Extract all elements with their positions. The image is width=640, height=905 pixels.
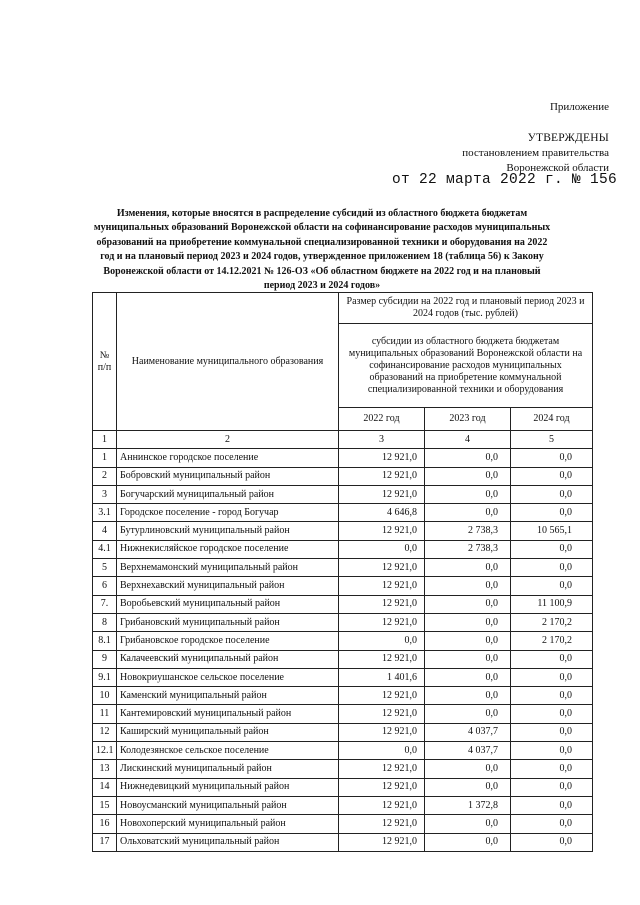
- column-number: 4: [425, 431, 511, 449]
- row-number: 7.: [93, 595, 117, 613]
- value-2022: 12 921,0: [339, 760, 425, 778]
- municipality-name: Верхнемамонский муниципальный район: [117, 559, 339, 577]
- value-2024: 0,0: [511, 449, 593, 467]
- value-2022: 12 921,0: [339, 559, 425, 577]
- row-number: 9.1: [93, 668, 117, 686]
- row-number: 4: [93, 522, 117, 540]
- municipality-name: Верхнехавский муниципальный район: [117, 577, 339, 595]
- row-number: 12: [93, 723, 117, 741]
- table-row: [93, 687, 593, 705]
- table-row: [93, 815, 593, 833]
- value-2024: 0,0: [511, 705, 593, 723]
- table-row: [93, 577, 593, 595]
- value-2024: 0,0: [511, 742, 593, 760]
- value-2024: 0,0: [511, 540, 593, 558]
- value-2024: 0,0: [511, 833, 593, 851]
- year-header-2023: 2023 год: [425, 408, 511, 431]
- value-2024: 0,0: [511, 577, 593, 595]
- column-number: 2: [117, 431, 339, 449]
- row-number: 8.1: [93, 632, 117, 650]
- value-2024: 0,0: [511, 815, 593, 833]
- table-row: [93, 833, 593, 851]
- table-row: [93, 485, 593, 503]
- column-number: 5: [511, 431, 593, 449]
- value-2024: 0,0: [511, 668, 593, 686]
- row-number: 17: [93, 833, 117, 851]
- value-2023: 2 738,3: [425, 522, 511, 540]
- column-number: 1: [93, 431, 117, 449]
- value-2023: 0,0: [425, 668, 511, 686]
- municipality-name: Лискинский муниципальный район: [117, 760, 339, 778]
- municipality-name: Воробьевский муниципальный район: [117, 595, 339, 613]
- municipality-name: Новокриушанское сельское поселение: [117, 668, 339, 686]
- approval-title: УТВЕРЖДЕНЫ: [527, 132, 609, 144]
- value-2024: 10 565,1: [511, 522, 593, 540]
- municipality-name: Богучарский муниципальный район: [117, 485, 339, 503]
- approval-block: [462, 131, 609, 176]
- value-2024: 0,0: [511, 504, 593, 522]
- value-2023: 0,0: [425, 577, 511, 595]
- municipality-name: Бутурлиновский муниципальный район: [117, 522, 339, 540]
- value-2024: 0,0: [511, 467, 593, 485]
- value-2022: 12 921,0: [339, 522, 425, 540]
- table-row: [93, 778, 593, 796]
- value-2023: 0,0: [425, 504, 511, 522]
- value-2023: 0,0: [425, 467, 511, 485]
- value-2022: 12 921,0: [339, 815, 425, 833]
- value-2022: 12 921,0: [339, 796, 425, 814]
- row-number: 3.1: [93, 504, 117, 522]
- value-2023: 1 372,8: [425, 796, 511, 814]
- value-2022: 12 921,0: [339, 577, 425, 595]
- column-number: 3: [339, 431, 425, 449]
- column-number-row: [93, 431, 593, 449]
- municipality-name: Нижнекисляйское городское поселение: [117, 540, 339, 558]
- row-number: 10: [93, 687, 117, 705]
- row-number: 12.1: [93, 742, 117, 760]
- municipality-name: Новохоперский муниципальный район: [117, 815, 339, 833]
- table-row: [93, 705, 593, 723]
- table-row: [93, 668, 593, 686]
- row-number: 14: [93, 778, 117, 796]
- table-row: [93, 650, 593, 668]
- table-row: [93, 723, 593, 741]
- value-2023: 0,0: [425, 687, 511, 705]
- row-number: 9: [93, 650, 117, 668]
- row-number: 3: [93, 485, 117, 503]
- municipality-name: Ольховатский муниципальный район: [117, 833, 339, 851]
- row-number: 4.1: [93, 540, 117, 558]
- column-header-size: Размер субсидии на 2022 год и плановый период 2023 и 2024 годов (тыс. рублей): [339, 293, 593, 324]
- value-2023: 2 738,3: [425, 540, 511, 558]
- municipality-name: Каменский муниципальный район: [117, 687, 339, 705]
- value-2023: 4 037,7: [425, 742, 511, 760]
- value-2024: 0,0: [511, 796, 593, 814]
- column-header-name: Наименование муниципального образования: [117, 293, 339, 431]
- table-row: [93, 613, 593, 631]
- value-2024: 0,0: [511, 687, 593, 705]
- value-2024: 2 170,2: [511, 613, 593, 631]
- decree-date-number: от 22 марта 2022 г. № 156: [392, 172, 618, 188]
- value-2024: 0,0: [511, 650, 593, 668]
- year-header-2024: 2024 год: [511, 408, 593, 431]
- table-row: [93, 760, 593, 778]
- header-row-1: [93, 293, 593, 324]
- value-2022: 12 921,0: [339, 449, 425, 467]
- row-number: 6: [93, 577, 117, 595]
- row-number: 2: [93, 467, 117, 485]
- row-number: 5: [93, 559, 117, 577]
- value-2024: 0,0: [511, 723, 593, 741]
- value-2023: 0,0: [425, 778, 511, 796]
- municipality-name: Новоусманский муниципальный район: [117, 796, 339, 814]
- value-2022: 12 921,0: [339, 687, 425, 705]
- table-row: [93, 742, 593, 760]
- value-2023: 0,0: [425, 449, 511, 467]
- value-2023: 0,0: [425, 705, 511, 723]
- value-2022: 12 921,0: [339, 723, 425, 741]
- document-heading: Изменения, которые вносятся в распределение субсидий из областного бюджета бюджетам муниципальных образований Воронежской области на софинансирование расходов муниципальных образований на приобретение коммунальной специализированной техники и оборудования на 2022 год и на плановый период 2023 и 2024 годов, утвержденное приложением 18 (таблица 56) к Закону Воронежской области от 14.12.2021 № 126-ОЗ «Об областном бюджете на 2022 год и на плановый период 2023 и 2024 годов»: [93, 208, 551, 292]
- row-number: 1: [93, 449, 117, 467]
- row-number: 13: [93, 760, 117, 778]
- value-2023: 0,0: [425, 485, 511, 503]
- value-2022: 0,0: [339, 742, 425, 760]
- municipality-name: Грибановское городское поселение: [117, 632, 339, 650]
- value-2023: 0,0: [425, 650, 511, 668]
- value-2024: 0,0: [511, 485, 593, 503]
- municipality-name: Колодезянское сельское поселение: [117, 742, 339, 760]
- value-2023: 4 037,7: [425, 723, 511, 741]
- table-row: [93, 449, 593, 467]
- municipality-name: Грибановский муниципальный район: [117, 613, 339, 631]
- value-2024: 11 100,9: [511, 595, 593, 613]
- value-2022: 12 921,0: [339, 778, 425, 796]
- year-header-2022: 2022 год: [339, 408, 425, 431]
- value-2022: 12 921,0: [339, 485, 425, 503]
- value-2022: 12 921,0: [339, 650, 425, 668]
- row-number: 16: [93, 815, 117, 833]
- row-number: 15: [93, 796, 117, 814]
- table-row: [93, 522, 593, 540]
- value-2022: 0,0: [339, 540, 425, 558]
- value-2023: 0,0: [425, 632, 511, 650]
- column-header-number: № п/п: [93, 293, 117, 431]
- value-2023: 0,0: [425, 559, 511, 577]
- value-2024: 0,0: [511, 760, 593, 778]
- value-2022: 12 921,0: [339, 613, 425, 631]
- value-2024: 0,0: [511, 559, 593, 577]
- approval-line-2: постановлением правительства: [462, 147, 609, 159]
- table-row: [93, 467, 593, 485]
- value-2023: 0,0: [425, 760, 511, 778]
- value-2023: 0,0: [425, 833, 511, 851]
- municipality-name: Кантемировский муниципальный район: [117, 705, 339, 723]
- value-2022: 12 921,0: [339, 467, 425, 485]
- value-2022: 4 646,8: [339, 504, 425, 522]
- value-2023: 0,0: [425, 595, 511, 613]
- municipality-name: Аннинское городское поселение: [117, 449, 339, 467]
- value-2023: 0,0: [425, 613, 511, 631]
- table-row: [93, 540, 593, 558]
- table-row: [93, 595, 593, 613]
- municipality-name: Бобровский муниципальный район: [117, 467, 339, 485]
- table-row: [93, 796, 593, 814]
- table-row: [93, 504, 593, 522]
- appendix-label: Приложение: [549, 101, 609, 113]
- value-2023: 0,0: [425, 815, 511, 833]
- value-2024: 0,0: [511, 778, 593, 796]
- subsidy-table: [92, 292, 593, 852]
- column-header-description: субсидии из областного бюджета бюджетам муниципальных образований Воронежской области на софинансирование расходов муниципальных образований на приобретение коммунальной специализированной техники и оборудования: [339, 324, 593, 408]
- municipality-name: Городское поселение - город Богучар: [117, 504, 339, 522]
- value-2022: 12 921,0: [339, 833, 425, 851]
- value-2024: 2 170,2: [511, 632, 593, 650]
- approval-line-3: Воронежской области: [506, 162, 609, 174]
- value-2022: 12 921,0: [339, 705, 425, 723]
- value-2022: 1 401,6: [339, 668, 425, 686]
- value-2022: 0,0: [339, 632, 425, 650]
- value-2022: 12 921,0: [339, 595, 425, 613]
- table-row: [93, 632, 593, 650]
- row-number: 11: [93, 705, 117, 723]
- municipality-name: Нижнедевицкий муниципальный район: [117, 778, 339, 796]
- row-number: 8: [93, 613, 117, 631]
- municipality-name: Калачеевский муниципальный район: [117, 650, 339, 668]
- municipality-name: Каширский муниципальный район: [117, 723, 339, 741]
- table-row: [93, 559, 593, 577]
